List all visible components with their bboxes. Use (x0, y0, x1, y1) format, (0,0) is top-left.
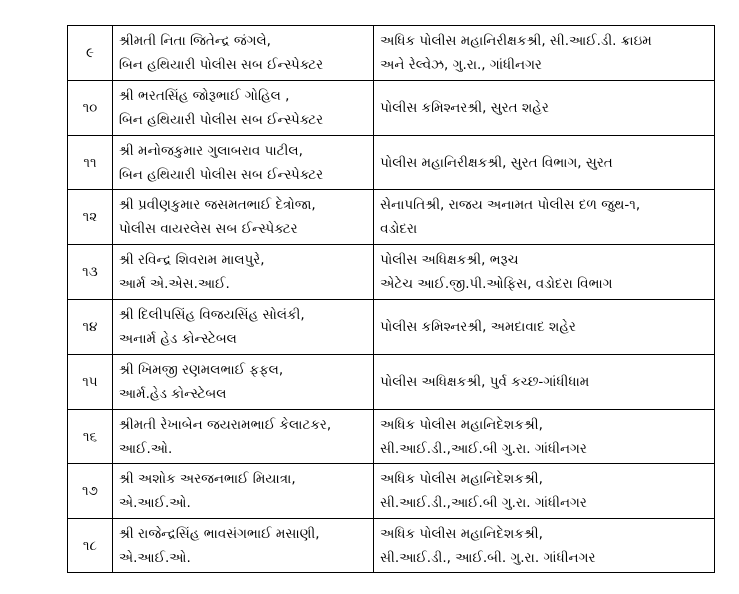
officer-name: શ્રી મનોજકુમાર ગુલાબરાવ પાટીલ, (118, 142, 303, 159)
officer-name-cell (112, 190, 373, 245)
officer-name: શ્રી ભરતસિંહ જોરૂભાઈ ગોહિલ , (118, 88, 290, 104)
office-cell (374, 464, 715, 519)
officer-designation: બિન હથિયારી પોલીસ સબ ઈન્સ્પેક્ટર (118, 112, 324, 128)
serial-number-cell: ૧૧ (68, 136, 113, 190)
serial-number-cell: ૧૬ (68, 410, 113, 464)
officer-name-cell (112, 81, 373, 136)
office-line: વડોદરા (380, 221, 418, 237)
serial-number-cell: ૯ (68, 26, 113, 81)
office-cell (374, 26, 715, 81)
table-row (68, 245, 715, 300)
office-cell (374, 81, 715, 136)
officer-name: શ્રીમતી નિતા જિતેન્દ્ર જંગલે, (118, 33, 271, 49)
officer-name: શ્રીમતી રેખાબેન જયરામભાઈ કેલાટકર, (118, 416, 332, 433)
office-line: સી.આઈ.ડી., આઈ.બી. ગુ.રા. ગાંધીનગર (380, 549, 596, 566)
officer-name-cell (112, 245, 373, 300)
office-cell (374, 190, 715, 245)
officer-designation: પોલીસ વાયરલેસ સબ ઈન્સ્પેક્ટર (118, 221, 298, 237)
office-line: અધિક પોલીસ મહાનિદેશકશ્રી, (380, 525, 543, 542)
officer-designation: એ.આઈ.ઓ. (118, 549, 191, 566)
office-cell (374, 300, 715, 355)
office-line: સેનાપતિશ્રી, રાજય અનામત પોલીસ દળ જુથ-૧, (380, 197, 641, 213)
office-line: પોલીસ કમિશ્નરશ્રી, અમદાવાદ શહેર (380, 319, 576, 335)
table-row (68, 410, 715, 464)
officer-name-cell (112, 26, 373, 81)
office-cell (374, 519, 715, 573)
table-row (68, 355, 715, 410)
office-line: અને રેલ્વેઝ, ગુ.રા., ગાંધીનગર (380, 57, 542, 73)
officer-name: શ્રી રવિન્દ્ર શિવરામ માલપુરે, (118, 252, 265, 268)
table-row (68, 464, 715, 519)
office-line: પોલીસ મહાનિરીક્ષકશ્રી, સુરત વિભાગ, સુરત (380, 154, 613, 171)
officer-name-cell (112, 519, 373, 573)
officer-designation: બિન હથિયારી પોલીસ સબ ઈન્સ્પેક્ટર (118, 166, 324, 183)
table-row (68, 190, 715, 245)
officer-designation: આઈ.ઓ. (118, 440, 173, 457)
table-row (68, 26, 715, 81)
officer-name-cell (112, 410, 373, 464)
office-line: પોલીસ કમિશ્નરશ્રી, સુરત શહેર (380, 100, 549, 116)
serial-number-cell: ૧૭ (68, 464, 113, 519)
officer-name-cell (112, 300, 373, 355)
office-line: અધિક પોલીસ મહાનિરીક્ષકશ્રી, સી.આઈ.ડી. ક્રાઇમ (380, 33, 652, 49)
officer-designation: આર્મ.હેડ કોન્સ્ટેબલ (118, 386, 227, 402)
serial-number-cell: ૧૨ (68, 190, 113, 245)
officer-designation: એ.આઈ.ઓ. (118, 495, 191, 511)
office-cell (374, 410, 715, 464)
office-line: અધિક પોલીસ મહાનિદેશકશ્રી, (380, 416, 543, 433)
office-line: એટેચ આઈ.જી.પી.ઓફિસ, વડોદરા વિભાગ (380, 276, 613, 292)
officer-name: શ્રી દિલીપસિંહ વિજયસિંહ સોલંકી, (118, 307, 305, 323)
table-row (68, 81, 715, 136)
office-line: સી.આઈ.ડી.,આઈ.બી ગુ.રા. ગાંધીનગર (380, 440, 587, 457)
officer-name-cell (112, 136, 373, 190)
serial-number-cell: ૧૩ (68, 245, 113, 300)
officer-designation: બિન હથિયારી પોલીસ સબ ઈન્સ્પેક્ટર (118, 57, 324, 73)
serial-number-cell: ૧૫ (68, 355, 113, 410)
officer-name: શ્રી અશોક અરજનભાઈ મિયાત્રા, (118, 471, 296, 487)
office-cell (374, 136, 715, 190)
serial-number-cell: ૧૪ (68, 300, 113, 355)
table-row (68, 136, 715, 190)
office-line: સી.આઈ.ડી.,આઈ.બી ગુ.રા. ગાંધીનગર (380, 495, 587, 511)
serial-number-cell: ૧૦ (68, 81, 113, 136)
office-cell (374, 245, 715, 300)
table-row (68, 300, 715, 355)
officer-designation: આર્મ એ.એસ.આઈ. (118, 276, 230, 292)
officers-table-body (68, 26, 715, 573)
office-line: પોલીસ અધિક્ષકશ્રી, ભરૂચ (380, 252, 519, 268)
officer-name-cell (112, 355, 373, 410)
officer-name: શ્રી પ્રવીણકુમાર જસમતભાઈ દેત્રોજા, (118, 197, 316, 213)
table-row (68, 519, 715, 573)
office-line: પોલીસ અધિક્ષકશ્રી, પુર્વ કચ્છ-ગાંધીધામ (380, 374, 590, 390)
officer-designation: અનાર્મ હેડ કોન્સ્ટેબલ (118, 331, 237, 347)
officer-name: શ્રી ખિમજી રણમલભાઈ ફફલ, (118, 362, 284, 378)
officer-name-cell (112, 464, 373, 519)
serial-number-cell: ૧૮ (68, 519, 113, 573)
office-line: અધિક પોલીસ મહાનિદેશકશ્રી, (380, 471, 543, 487)
officers-table (67, 25, 715, 573)
officer-name: શ્રી રાજેન્દ્રસિંહ ભાવસંગભાઈ મસાણી, (118, 525, 320, 542)
office-cell (374, 355, 715, 410)
